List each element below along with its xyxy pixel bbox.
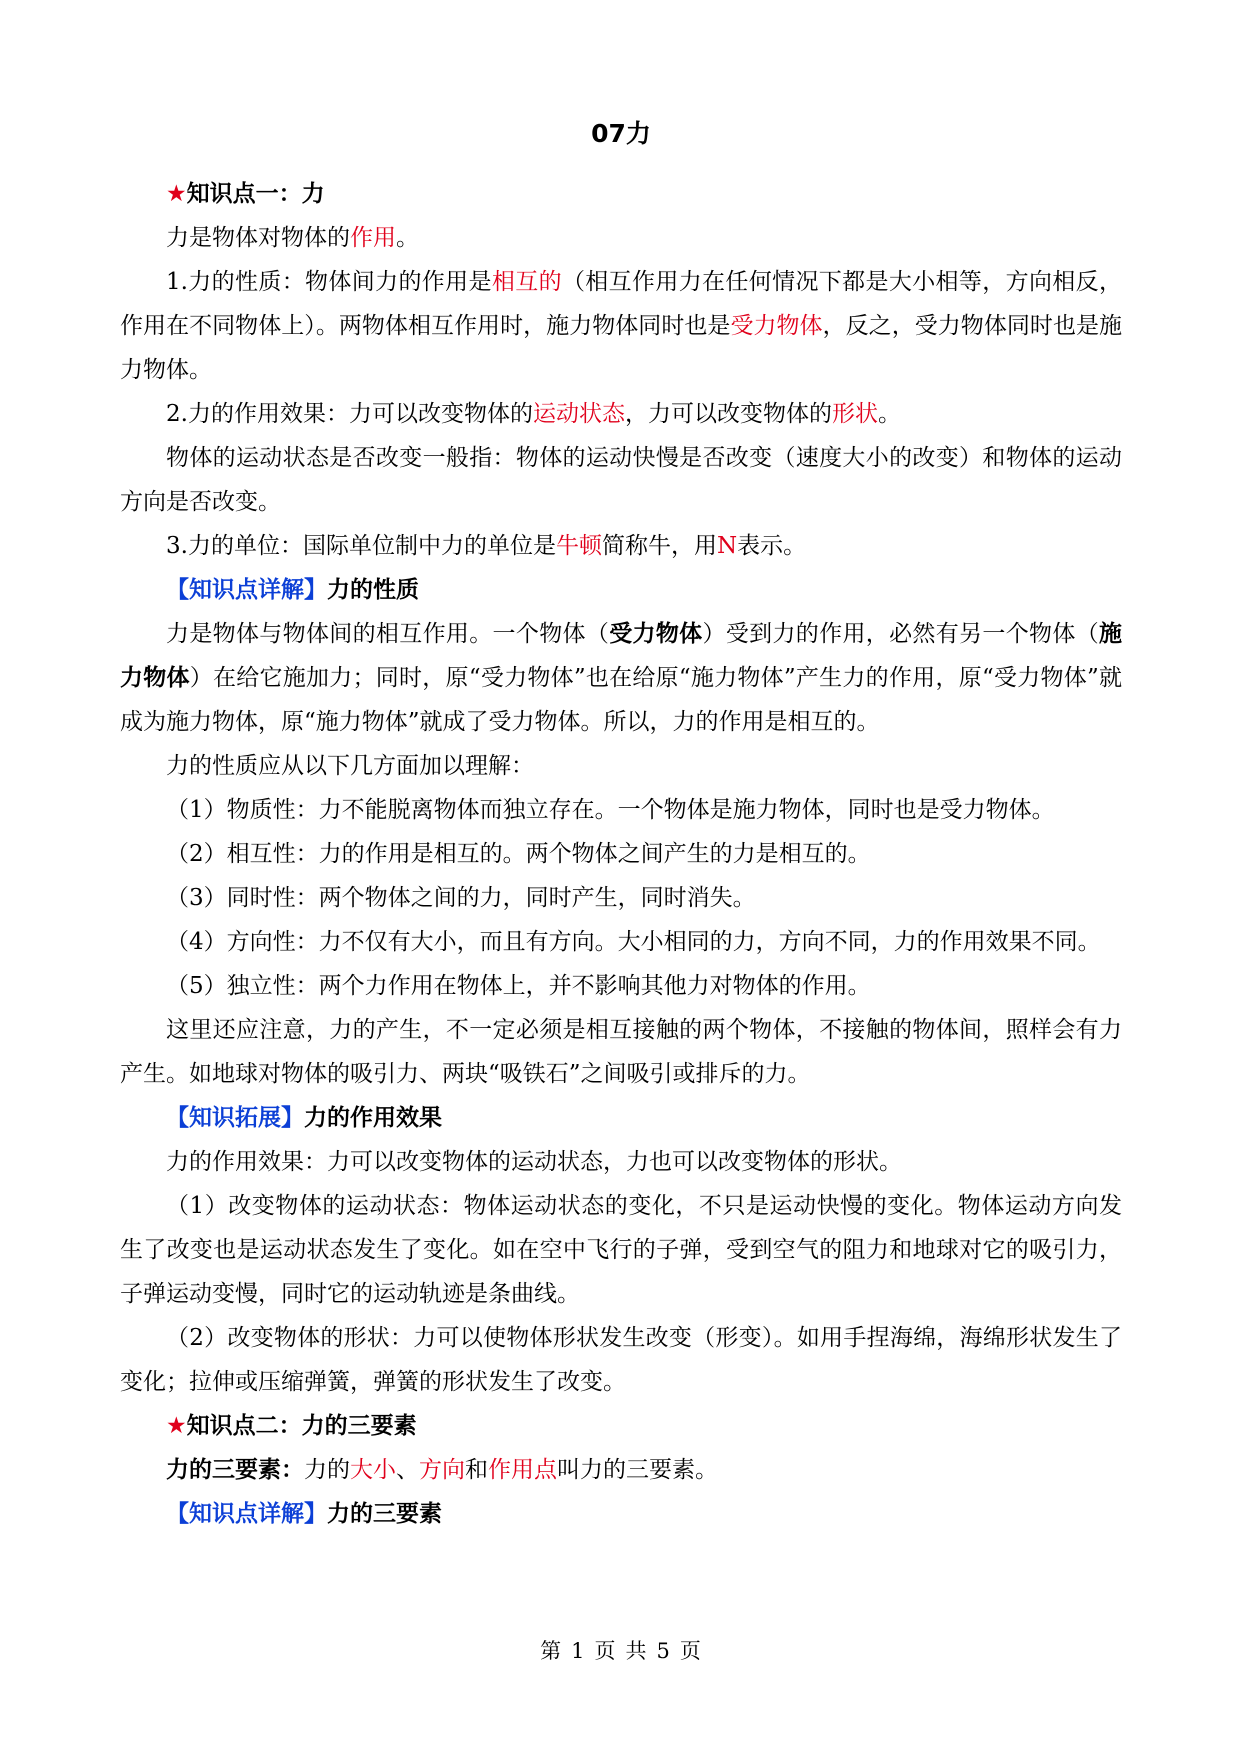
footer-text: 页 — [594, 1639, 616, 1663]
paragraph — [120, 216, 1122, 260]
text: 力是物体对物体的 — [166, 225, 350, 251]
text: ，力可以改变物体的 — [624, 401, 832, 427]
bold-term: 施力物体 — [120, 621, 1123, 691]
text: 2.力的作用效果：力可以改变物体的 — [166, 401, 533, 427]
text: ，反之，受力物体同时也是施力物体。 — [120, 313, 1123, 383]
bold-term: 力的三要素： — [166, 1457, 304, 1483]
star-icon: ★ — [166, 181, 187, 207]
text: 3.力的单位：国际单位制中力的单位是 — [166, 533, 556, 559]
text: （相互作用力在任何情况下都是大小相等，方向相反，作用在不同物体上）。两物体相互作用时，施力物体同时也是 — [120, 269, 1123, 339]
heading-tag: 【知识点详解】 — [166, 577, 327, 603]
page-footer — [0, 1636, 1241, 1666]
heading-tag: 【知识拓展】 — [166, 1105, 304, 1131]
highlight-red: 作用点 — [488, 1457, 557, 1483]
star-icon: ★ — [166, 1413, 187, 1439]
bold-term: 受力物体 — [609, 621, 703, 647]
section-heading-1 — [120, 172, 1122, 216]
highlight-red: 受力物体 — [730, 313, 823, 339]
highlight-red: 方向 — [419, 1457, 465, 1483]
heading-tag: 【知识点详解】 — [166, 1501, 327, 1527]
text: ）在给它施加力；同时，原“受力物体”也在给原“施力物体”产生力的作用，原“受力物体”就成为施力物体，原“施力物体”就成了受力物体。所以，力的作用是相互的。 — [120, 665, 1122, 735]
highlight-red: N — [716, 533, 738, 559]
text: 1.力的性质：物体间力的作用是 — [166, 269, 492, 295]
section-heading-5 — [120, 1492, 1122, 1536]
page-title: 07力 — [591, 119, 651, 148]
total-pages: 5 — [656, 1639, 670, 1663]
paragraph — [120, 612, 1122, 744]
text: ）受到力的作用，必然有另一个物体（ — [702, 621, 1100, 647]
paragraph: 力的性质应从以下几方面加以理解： — [166, 753, 534, 779]
highlight-red: 运动状态 — [532, 401, 625, 427]
text: 。 — [877, 401, 901, 427]
highlight-red: 牛顿 — [555, 533, 602, 559]
heading-text: 知识点一：力 — [186, 181, 325, 207]
document-page — [120, 112, 1122, 1536]
text: 力的 — [304, 1457, 350, 1483]
text: 叫力的三要素。 — [557, 1457, 718, 1483]
section-heading-2 — [120, 568, 1122, 612]
paragraph: （5）独立性：两个力作用在物体上，并不影响其他力对物体的作用。 — [166, 973, 871, 999]
highlight-red: 形状 — [831, 401, 878, 427]
page-number: 1 — [571, 1639, 585, 1663]
text: 、 — [396, 1457, 419, 1483]
footer-text: 第 — [540, 1639, 562, 1663]
paragraph — [120, 1448, 1122, 1492]
text: 和 — [465, 1457, 488, 1483]
paragraph: （1）改变物体的运动状态：物体运动状态的变化，不只是运动快慢的变化。物体运动方向发生了改变也是运动状态发生了变化。如在空中飞行的子弹，受到空气的阻力和地球对它的吸引力，子弹运动变慢，同时它的运动轨迹是条曲线。 — [120, 1193, 1122, 1307]
paragraph: （1）物质性：力不能脱离物体而独立存在。一个物体是施力物体，同时也是受力物体。 — [166, 797, 1055, 823]
heading-text: 力的性质 — [327, 577, 419, 603]
paragraph: （2）相互性：力的作用是相互的。两个物体之间产生的力是相互的。 — [166, 841, 871, 867]
paragraph: （2）改变物体的形状：力可以使物体形状发生改变（形变）。如用手捏海绵，海绵形状发生了变化；拉伸或压缩弹簧，弹簧的形状发生了改变。 — [120, 1325, 1122, 1395]
paragraph: 物体的运动状态是否改变一般指：物体的运动快慢是否改变（速度大小的改变）和物体的运动方向是否改变。 — [120, 445, 1122, 515]
paragraph: 力的作用效果：力可以改变物体的运动状态，力也可以改变物体的形状。 — [166, 1149, 902, 1175]
paragraph: （4）方向性：力不仅有大小，而且有方向。大小相同的力，方向不同，力的作用效果不同。 — [166, 929, 1101, 955]
heading-text: 力的三要素 — [327, 1501, 442, 1527]
highlight-red: 作用 — [350, 225, 396, 251]
text: 力是物体与物体间的相互作用。一个物体（ — [166, 621, 610, 647]
highlight-red: 相互的 — [491, 269, 562, 295]
paragraph — [120, 260, 1122, 392]
highlight-red: 大小 — [350, 1457, 396, 1483]
footer-text: 页 — [679, 1639, 701, 1663]
paragraph — [120, 524, 1122, 568]
footer-text: 共 — [625, 1639, 647, 1663]
text: 简称牛，用 — [601, 533, 717, 559]
paragraph: 这里还应注意，力的产生，不一定必须是相互接触的两个物体，不接触的物体间，照样会有力产生。如地球对物体的吸引力、两块“吸铁石”之间吸引或排斥的力。 — [120, 1017, 1122, 1087]
section-heading-3 — [120, 1096, 1122, 1140]
paragraph: （3）同时性：两个物体之间的力，同时产生，同时消失。 — [166, 885, 756, 911]
section-heading-4 — [120, 1404, 1122, 1448]
heading-text: 知识点二：力的三要素 — [186, 1413, 417, 1439]
text: 表示。 — [737, 533, 807, 559]
heading-text: 力的作用效果 — [304, 1105, 442, 1131]
paragraph — [120, 392, 1122, 436]
text: 。 — [396, 225, 419, 251]
